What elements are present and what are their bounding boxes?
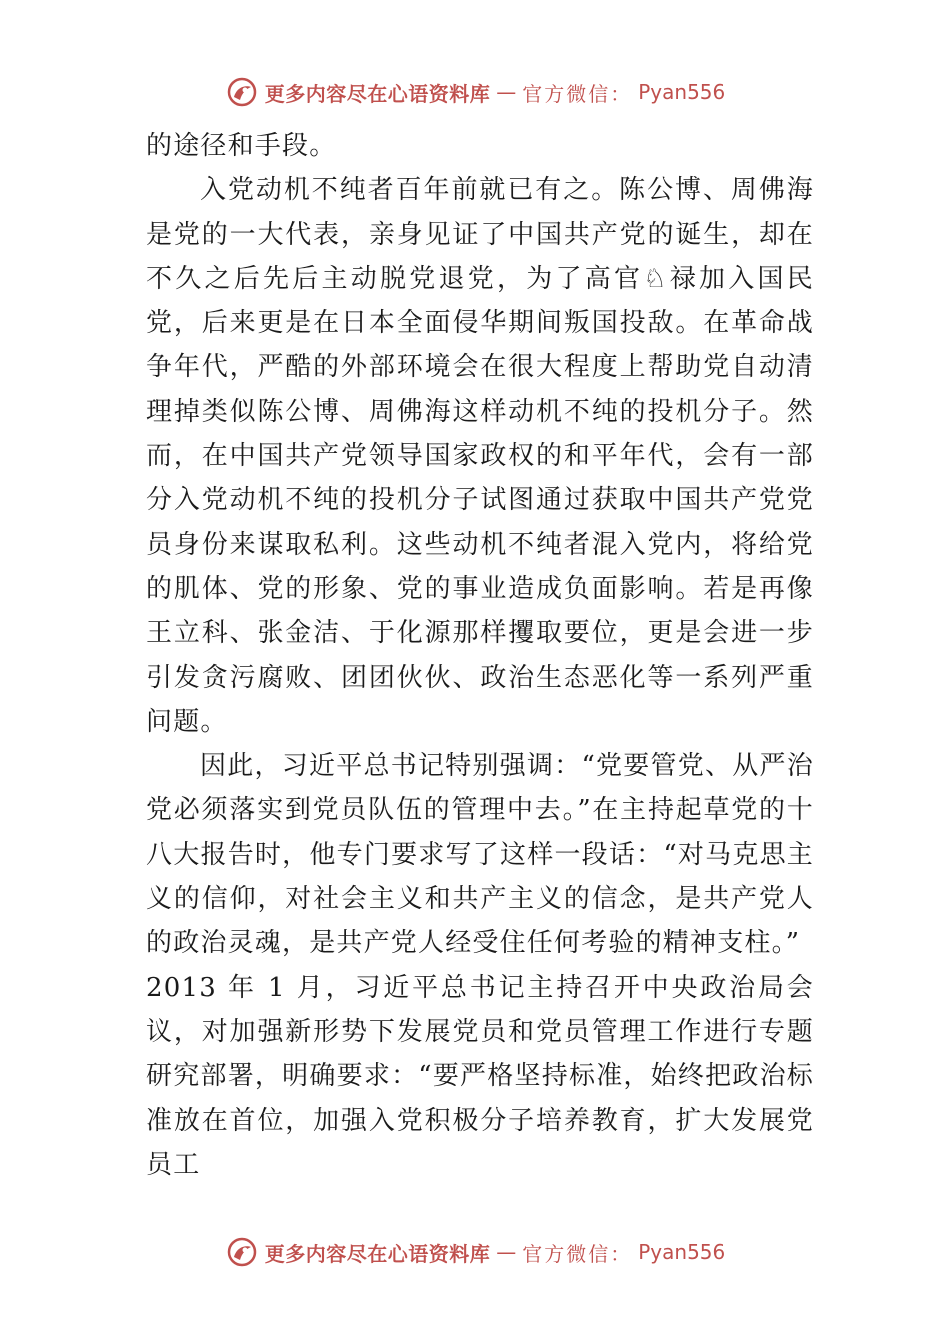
watermark-title: 更多内容尽在心语资料库	[264, 81, 491, 106]
header-watermark	[0, 72, 950, 112]
paragraph: 入党动机不纯者百年前就已有之。陈公博、周佛海是党的一大代表，亲身见证了中国共产党的诞生，却在不久之后先后主动脱党退党，为了高官♘禄加入国民党，后来更是在日本全面侵华期间叛国投敌。在革命战争年代，严酷的外部环境会在很大程度上帮助党自动清理掉类似陈公博、周佛海这样动机不纯的投机分子。然而，在中国共产党领导国家政权的和平年代，会有一部分入党动机不纯的投机分子试图通过获取中国共产党党员身份来谋取私利。这些动机不纯者混入党内，将给党的肌体、党的形象、党的事业造成负面影响。若是再像王立科、张金洁、于化源那样攫取要位，更是会进一步引发贪污腐败、团团伙伙、政治生态恶化等一系列严重问题。	[146, 175, 814, 737]
watermark-title: 更多内容尽在心语资料库	[264, 1241, 491, 1266]
paragraph-continued: 的途径和手段。	[146, 131, 337, 161]
watermark-contact-id: Pyan556	[638, 1240, 726, 1264]
watermark-contact-label: 官方微信：	[522, 1241, 633, 1266]
paragraph: 2013 年 1 月，习近平总书记主持召开中央政治局会议，对加强新形势下发展党员和党员管理工作进行专题研究部署，明确要求：“要严格坚持标准，始终把政治标准放在首位，加强入党积极分子培养教育，扩大发展党员工	[146, 972, 814, 1180]
watermark-contact-id: Pyan556	[638, 80, 726, 104]
watermark-dash: —	[496, 80, 517, 104]
logo-icon	[225, 75, 259, 109]
document-body	[146, 124, 814, 1187]
footer-watermark	[0, 1232, 950, 1272]
watermark-dash: —	[496, 1240, 517, 1264]
watermark-contact-label: 官方微信：	[522, 81, 633, 106]
logo-icon	[225, 1235, 259, 1269]
paragraph: 因此，习近平总书记特别强调：“党要管党、从严治党必须落实到党员队伍的管理中去。”在主持起草党的十八大报告时，他专门要求写了这样一段话：“对马克思主义的信仰，对社会主义和共产主义的信念，是共产党人的政治灵魂，是共产党人经受住任何考验的精神支柱。”	[146, 751, 814, 959]
